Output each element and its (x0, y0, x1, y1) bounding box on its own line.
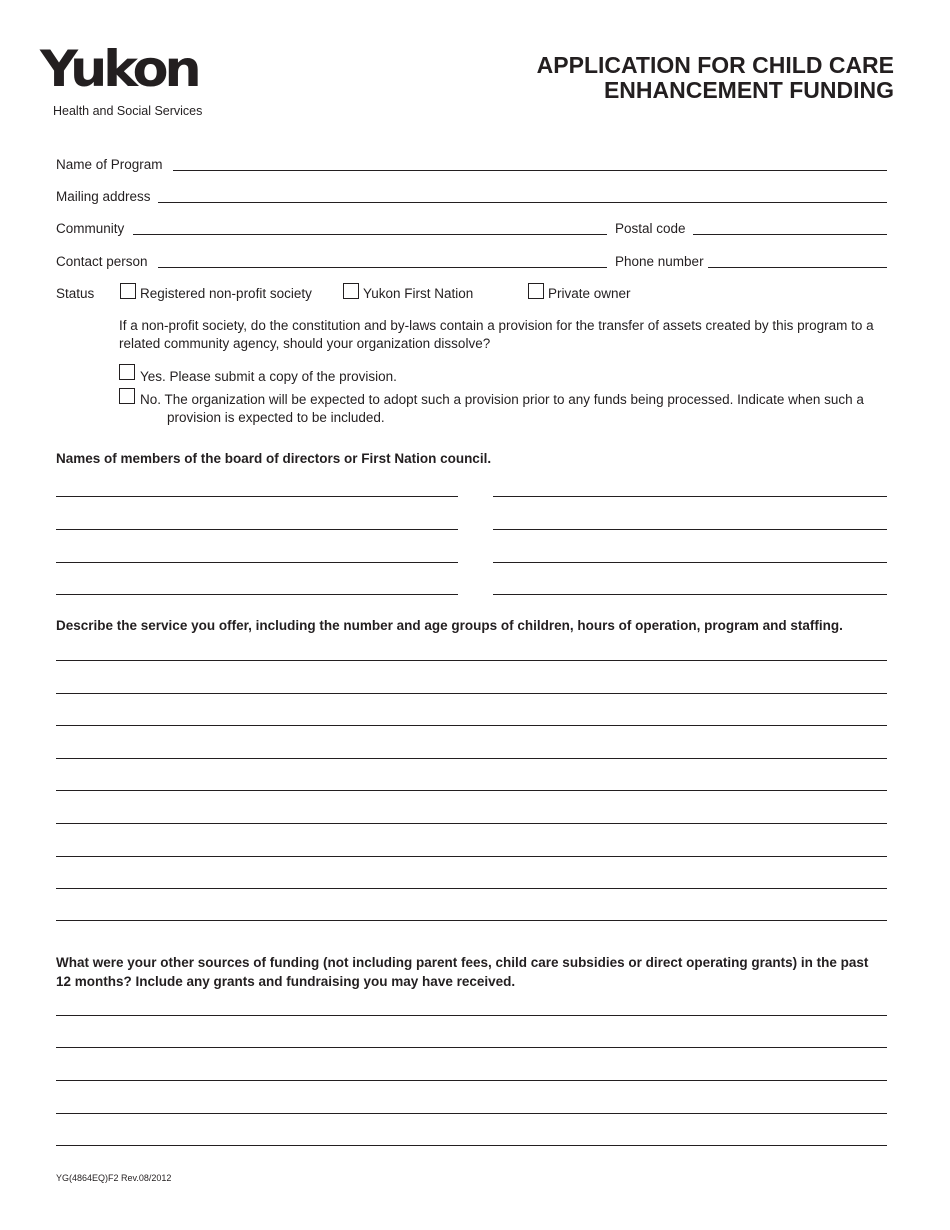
contact-person-field[interactable] (158, 267, 607, 268)
phone-number-label: Phone number (615, 254, 704, 269)
board-member-line[interactable] (493, 562, 887, 563)
postal-code-label: Postal code (615, 221, 686, 236)
contact-person-label: Contact person (56, 254, 148, 269)
service-description-line[interactable] (56, 758, 887, 759)
community-label: Community (56, 221, 125, 236)
service-description-line[interactable] (56, 725, 887, 726)
service-description-heading: Describe the service you offer, including the number and age groups of children, hours of operation, program and staffing. (56, 618, 843, 633)
status-first-nation-label: Yukon First Nation (363, 286, 474, 301)
board-member-line[interactable] (56, 594, 458, 595)
status-nonprofit-checkbox[interactable] (120, 283, 136, 299)
logo-wordmark: Yukon (40, 40, 198, 98)
board-member-line[interactable] (493, 496, 887, 497)
provision-yes-label: Yes. Please submit a copy of the provision. (140, 369, 397, 384)
status-private-owner-checkbox[interactable] (528, 283, 544, 299)
provision-no-checkbox[interactable] (119, 388, 135, 404)
status-label: Status (56, 286, 95, 301)
board-member-line[interactable] (56, 496, 458, 497)
community-field[interactable] (133, 234, 607, 235)
provision-yes-checkbox[interactable] (119, 364, 135, 380)
service-description-line[interactable] (56, 660, 887, 661)
form-title (537, 53, 894, 103)
board-member-line[interactable] (56, 562, 458, 563)
yukon-logo (40, 40, 203, 118)
board-member-line[interactable] (493, 529, 887, 530)
title-line-1: APPLICATION FOR CHILD CARE (536, 52, 894, 78)
service-description-line[interactable] (56, 920, 887, 921)
status-private-owner-label: Private owner (548, 286, 631, 301)
status-first-nation-checkbox[interactable] (343, 283, 359, 299)
phone-number-field[interactable] (708, 267, 887, 268)
nonprofit-question: If a non-profit society, do the constitution and by-laws contain a provision for the transfer of assets created by this program to a related community agency, should your organization dissolve? (119, 318, 874, 351)
name-of-program-label: Name of Program (56, 157, 163, 172)
provision-no-label: No. The organization will be expected to adopt such a provision prior to any funds being processed. Indicate when such a provision is expected to be included. (140, 392, 864, 425)
funding-sources-line[interactable] (56, 1080, 887, 1081)
form-code: YG(4864EQ)F2 Rev.08/2012 (56, 1173, 172, 1183)
name-of-program-field[interactable] (173, 170, 887, 171)
board-members-heading: Names of members of the board of directors or First Nation council. (56, 451, 492, 466)
service-description-line[interactable] (56, 888, 887, 889)
funding-sources-line[interactable] (56, 1047, 887, 1048)
department-name: Health and Social Services (53, 104, 203, 118)
service-description-line[interactable] (56, 790, 887, 791)
board-member-line[interactable] (56, 529, 458, 530)
mailing-address-label: Mailing address (56, 189, 151, 204)
service-description-line[interactable] (56, 856, 887, 857)
funding-sources-heading: What were your other sources of funding (not including parent fees, child care subsidies or direct operating grants) in the past 12 months? Include any grants and fundraising you may have received. (56, 955, 869, 989)
funding-sources-line[interactable] (56, 1015, 887, 1016)
service-description-line[interactable] (56, 823, 887, 824)
status-nonprofit-label: Registered non-profit society (140, 286, 312, 301)
funding-sources-line[interactable] (56, 1113, 887, 1114)
service-description-line[interactable] (56, 693, 887, 694)
postal-code-field[interactable] (693, 234, 887, 235)
board-member-line[interactable] (493, 594, 887, 595)
title-line-2: ENHANCEMENT FUNDING (603, 77, 894, 103)
mailing-address-field[interactable] (158, 202, 887, 203)
funding-sources-line[interactable] (56, 1145, 887, 1146)
